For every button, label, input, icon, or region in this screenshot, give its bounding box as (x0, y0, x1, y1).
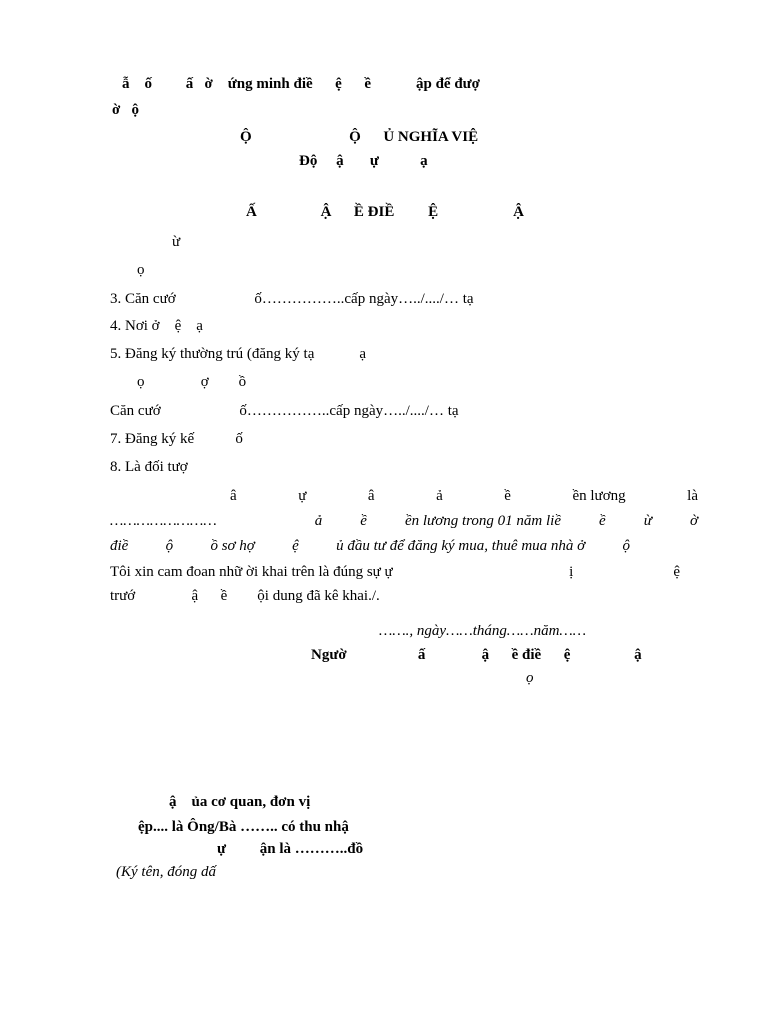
income-fragment: â (367, 488, 375, 504)
field-5-permanent-residence: 5. Đăng ký thường trú (đăng ký tạ ạ (110, 346, 367, 362)
income-fragment: điề (110, 538, 129, 554)
income-fragment: ề (504, 488, 511, 504)
field-2: ọ (137, 262, 145, 278)
commitment-fragment: Tôi xin cam đoan nhữ ời khai trên là đúng sự ự (110, 564, 393, 580)
income-fragment: ự (298, 488, 307, 504)
national-motto: Ộ Ộ Ủ NGHĨA VIỆ (240, 129, 479, 145)
document-title: Ấ Ậ Ề ĐIỀ Ệ Ậ (246, 204, 524, 220)
income-fragment: ệ (292, 538, 299, 554)
income-fragment: ền lương (572, 488, 626, 504)
income-fragment: ờ (689, 513, 698, 529)
field-3-id-card: 3. Căn cướ ố……………..cấp ngày…../..../… tạ (110, 291, 474, 307)
field-4-residence: 4. Nơi ở ệ ạ (110, 318, 203, 334)
income-fragment: ền lương trong 01 năm liề (404, 513, 562, 529)
field-6-spouse: ọ ợ ồ (137, 374, 247, 390)
field-7-marriage-registration: 7. Đăng ký kế ố (110, 431, 243, 447)
confirmation-sign-note: (Ký tên, đóng dấ (116, 864, 216, 880)
field-8-subject: 8. Là đối tượ (110, 459, 188, 475)
confirmation-line-1: ệp.... là Ông/Bà …….. có thu nhậ (138, 819, 349, 835)
income-line-2 (110, 512, 698, 530)
header-line-1: ẫ ố ấ ờ ứng minh điề ệ ề ập để đượ (122, 76, 480, 92)
commitment-fragment: ị (569, 564, 574, 580)
income-fragment: …………………… (110, 513, 217, 529)
income-line-1 (110, 487, 698, 505)
confirmation-title: ậ ủa cơ quan, đơn vị (169, 794, 311, 810)
commitment-fragment: ệ (673, 564, 680, 580)
confirmation-line-2: ự ận là ………..đồ (217, 841, 364, 857)
income-fragment: â (230, 488, 237, 504)
commitment-line-1 (110, 563, 680, 581)
income-fragment: ộ (165, 538, 174, 554)
income-fragment: ủ đầu tư để đăng ký mua, thuê mua nhà ở (336, 538, 586, 554)
income-fragment: ồ sơ hợ (210, 538, 255, 554)
declarant-title: Ngườ ấ ậ ề điề ệ ậ (311, 647, 642, 663)
field-6-spouse-id-card: Căn cướ ố……………..cấp ngày…../..../… tạ (110, 403, 459, 419)
independence-motto: Độ ậ ự ạ (299, 153, 428, 169)
signature-date: ……., ngày……tháng……năm…… (379, 623, 587, 639)
income-fragment: ừ (643, 513, 652, 529)
header-line-2: ờ ộ (112, 102, 140, 118)
commitment-line-2: trướ ậ ề ội dung đã kê khai./. (110, 588, 380, 604)
income-fragment: ề (599, 513, 606, 529)
declarant-sign-note: ọ (526, 670, 534, 686)
income-line-3 (110, 537, 630, 555)
income-fragment: ả (314, 513, 323, 529)
income-fragment: ả (436, 488, 443, 504)
field-1: ừ (172, 234, 181, 250)
income-fragment: ề (360, 513, 367, 529)
income-fragment: ộ (622, 538, 630, 554)
income-fragment: là (687, 488, 698, 504)
